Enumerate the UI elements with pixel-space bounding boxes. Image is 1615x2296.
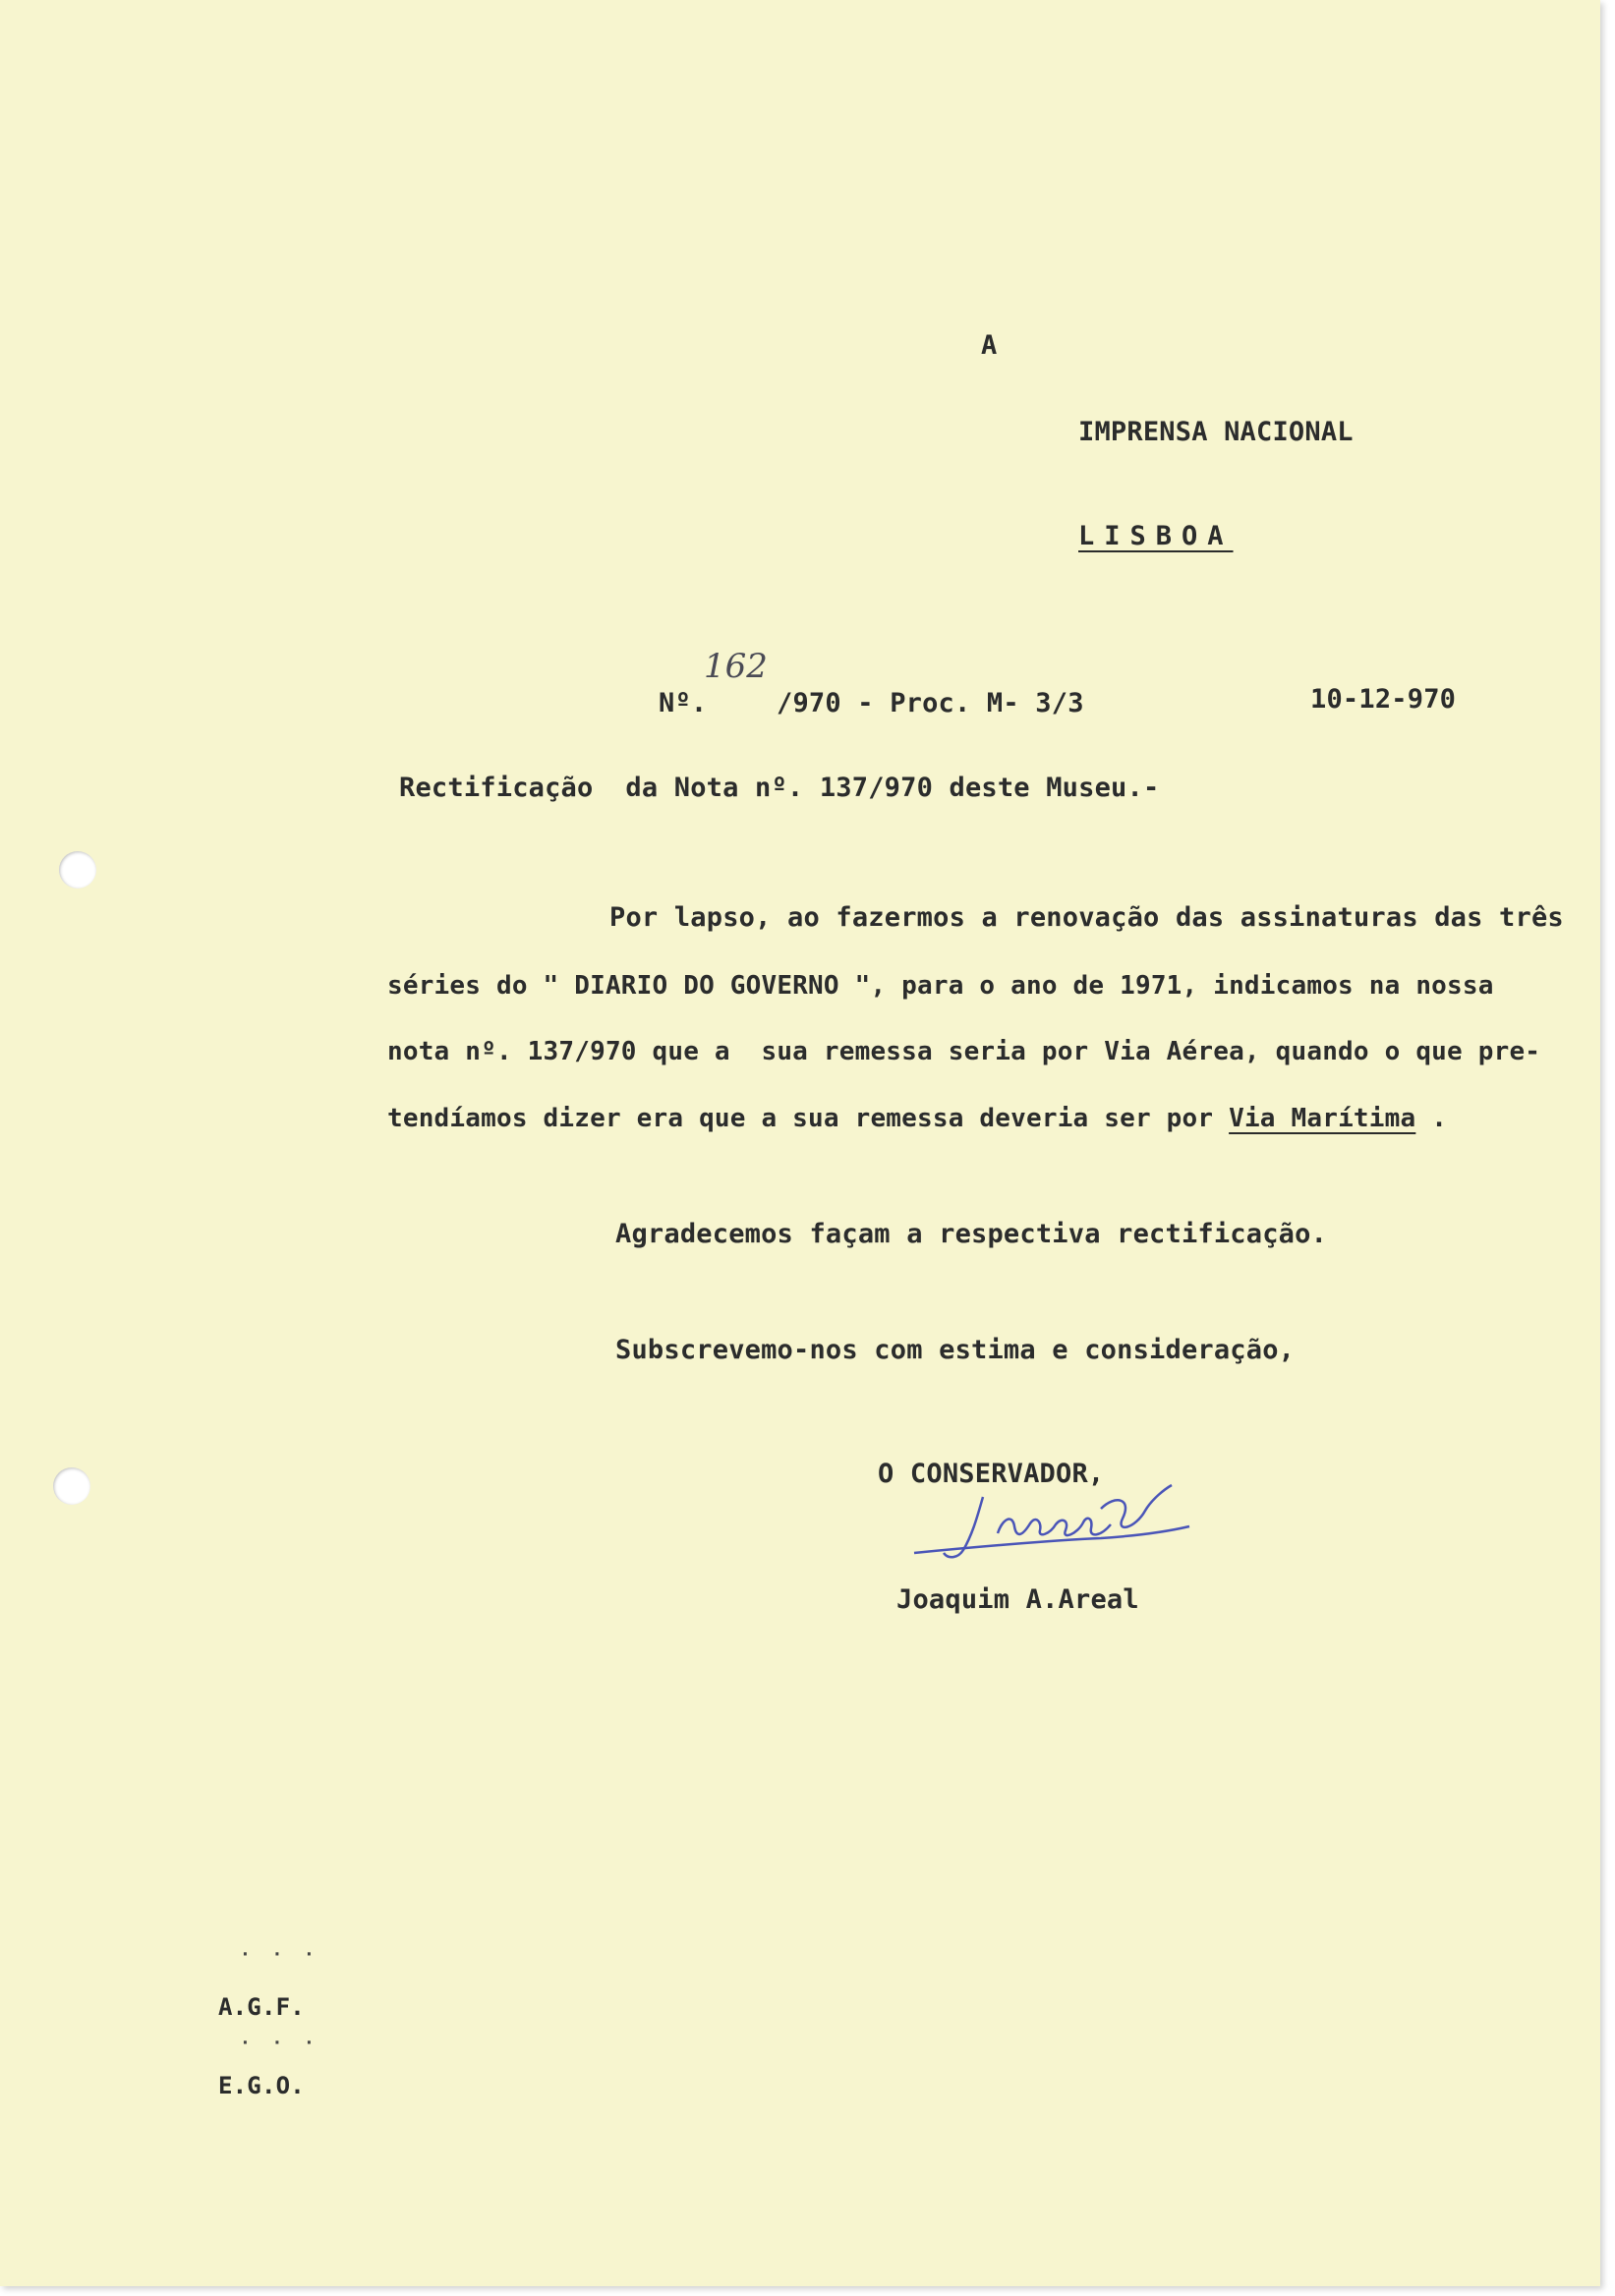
punch-hole-bottom bbox=[53, 1467, 90, 1505]
reference-date: 10-12-970 bbox=[1310, 684, 1457, 715]
footer-dots-1: · · · bbox=[240, 1944, 315, 1965]
signature-title: O CONSERVADOR, bbox=[878, 1459, 1105, 1489]
signature-image bbox=[904, 1479, 1199, 1587]
reference-number-suffix: /970 - Proc. M- 3/3 bbox=[777, 688, 1084, 718]
signatory-name: Joaquim A.Areal bbox=[896, 1584, 1139, 1615]
addressee-to: A bbox=[981, 330, 998, 361]
subject-line: Rectificação da Nota nº. 137/970 deste Museu.- bbox=[399, 773, 1160, 803]
body-line-4-text: tendíamos dizer era que a sua remessa deveria ser por bbox=[387, 1104, 1230, 1133]
body-line-3: nota nº. 137/970 que a sua remessa seria por Via Aérea, quando o que pre- bbox=[387, 1037, 1541, 1066]
footer-dots-2: · · · bbox=[240, 2033, 315, 2053]
body-paragraph-2: Agradecemos façam a respectiva rectificação. bbox=[615, 1219, 1328, 1249]
reference-number-prefix: Nº. bbox=[659, 688, 708, 718]
punch-hole-top bbox=[59, 851, 96, 889]
body-line-4-end: . bbox=[1415, 1104, 1448, 1133]
body-line-2: séries do " DIARIO DO GOVERNO ", para o ano de 1971, indicamos na nossa bbox=[387, 971, 1494, 1001]
reference-handwritten-number: 162 bbox=[704, 647, 768, 686]
footer-initials-2: E.G.O. bbox=[218, 2072, 305, 2099]
body-line-4 bbox=[387, 1104, 1447, 1133]
addressee-city: LISBOA bbox=[1078, 521, 1234, 551]
footer-initials-1: A.G.F. bbox=[218, 1993, 305, 2021]
body-line-1: Por lapso, ao fazermos a renovação das assinaturas das três bbox=[609, 902, 1564, 933]
closing-line: Subscrevemo-nos com estima e consideração, bbox=[615, 1335, 1296, 1365]
addressee-institution: IMPRENSA NACIONAL bbox=[1078, 417, 1354, 447]
via-maritima-underlined: Via Marítima bbox=[1229, 1104, 1416, 1133]
